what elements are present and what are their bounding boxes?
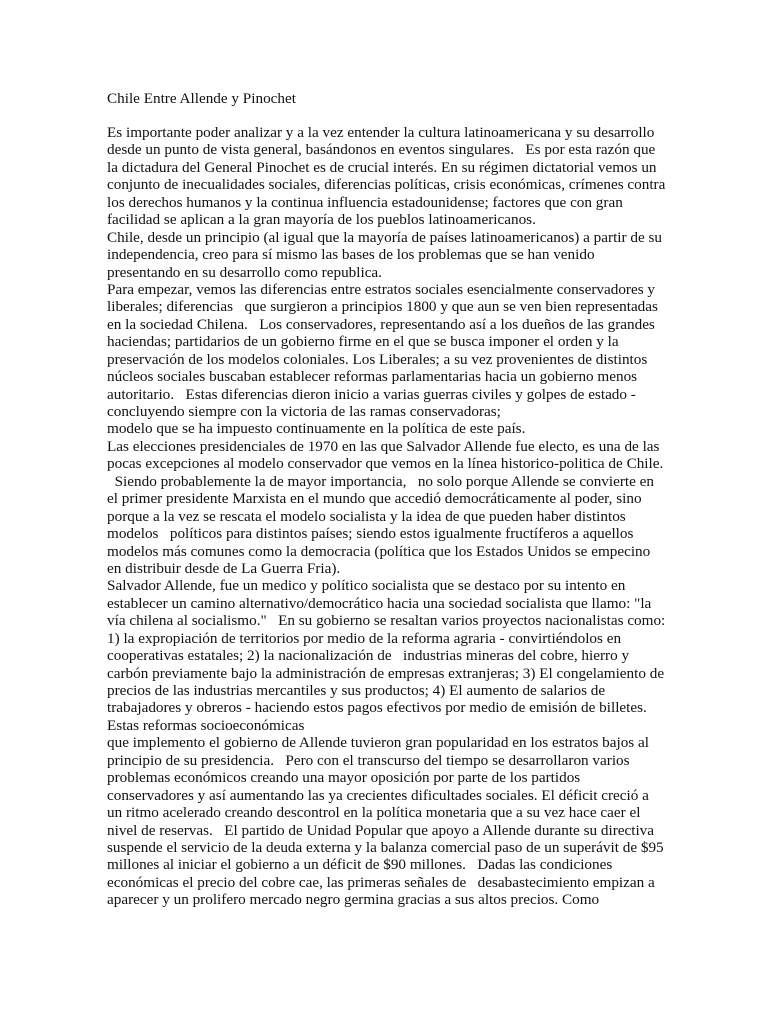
- text-line: facilidad se aplican a la gran mayoría de los pueblos latinoamericanos.: [107, 211, 536, 229]
- text-line: modelos más comunes como la democracia (política que los Estados Unidos se empecino: [107, 542, 651, 560]
- text-line: establecer un camino alternativo/democrático hacia una sociedad socialista que llamo: "la: [107, 594, 652, 612]
- text-line: económicas el precio del cobre cae, las primeras señales de desabastecimiento empizan a: [107, 873, 655, 891]
- text-line: Para empezar, vemos las diferencias entre estratos sociales esencialmente conservadores y: [107, 280, 656, 298]
- document-title: Chile Entre Allende y Pinochet: [107, 90, 296, 107]
- text-line: presentando en su desarrollo como republica.: [107, 263, 382, 281]
- text-line: Siendo probablemente la de mayor importancia, no solo porque Allende se convierte en: [107, 472, 655, 490]
- document-body: [107, 124, 665, 909]
- text-line: millones al iniciar el gobierno a un déficit de $90 millones. Dadas las condiciones: [107, 856, 613, 874]
- text-line: un ritmo acelerado creando descontrol en la política monetaria que a su vez hace caer el: [107, 804, 641, 822]
- text-line: conservadores y así aumentando las ya crecientes dificultades sociales. El déficit creció a: [107, 786, 649, 804]
- text-line: Es importante poder analizar y a la vez entender la cultura latinoamericana y su desarrollo: [107, 124, 655, 141]
- text-line: independencia, creo para sí mismo las bases de los problemas que se han venido: [107, 246, 595, 264]
- text-line: aparecer y un prolifero mercado negro germina gracias a sus altos precios. Como: [107, 891, 600, 909]
- text-line: que implemento el gobierno de Allende tuvieron gran popularidad en los estratos bajos al: [107, 734, 649, 752]
- text-line: principio de su presidencia. Pero con el transcurso del tiempo se desarrollaron varios: [107, 751, 630, 769]
- text-line: núcleos sociales buscaban establecer reformas parlamentarias hacia un gobierno menos: [107, 368, 638, 386]
- text-line: precios de las industrias mercantiles y sus productos; 4) El aumento de salarios de: [107, 682, 606, 699]
- text-line: haciendas; partidarios de un gobierno firme en el que se busca imponer el orden y la: [107, 333, 619, 351]
- text-line: Estas reformas socioeconómicas: [107, 716, 305, 734]
- text-line: preservación de los modelos coloniales. Los Liberales; a su vez provenientes de distintos: [107, 350, 648, 368]
- text-line: desde un punto de vista general, basándonos en eventos singulares. Es por esta razón que: [107, 141, 656, 159]
- text-line: concluyendo siempre con la victoria de las ramas conservadoras;: [107, 403, 501, 420]
- text-line: trabajadores y obreros - haciendo estos pagos efectivos por medio de emisión de billetes.: [107, 699, 647, 717]
- text-line: nivel de reservas. El partido de Unidad Popular que apoyo a Allende durante su directiva: [107, 821, 655, 839]
- text-line: problemas económicos creando una mayor oposición por parte de los partidos: [107, 769, 581, 787]
- text-line: conjunto de inecualidades sociales, diferencias políticas, crisis económicas, crímenes contra: [107, 176, 666, 194]
- text-line: carbón previamente bajo la administración de empresas extranjeras; 3) El congelamiento de: [107, 664, 665, 682]
- text-line: en distribuir desde de La Guerra Fria).: [107, 559, 341, 577]
- text-line: autoritario. Estas diferencias dieron inicio a varias guerras civiles y golpes de estado -: [107, 385, 636, 403]
- text-line: Chile, desde un principio (al igual que la mayoría de países latinoamericanos) a partir de su: [107, 228, 663, 246]
- text-line: pocas excepciones al modelo conservador que vemos en la línea historico-politica de Chile.: [107, 455, 664, 473]
- text-line: Salvador Allende, fue un medico y político socialista que se destaco por su intento en: [107, 577, 626, 595]
- text-line: suspende el servicio de la deuda externa y la balanza comercial paso de un superávit de $95: [107, 838, 664, 856]
- text-line: los derechos humanos y la continua influencia estadounidense; factores que con gran: [107, 193, 623, 211]
- text-line: vía chilena al socialismo." En su gobierno se resaltan varios proyectos nacionalistas como:: [107, 612, 666, 630]
- text-line: porque a la vez se rescata el modelo socialista y la idea de que pueden haber distintos: [107, 507, 626, 525]
- text-line: en la sociedad Chilena. Los conservadores, representando así a los dueños de las grandes: [107, 315, 655, 333]
- text-line: cooperativas estatales; 2) la nacionalización de industrias mineras del cobre, hierro y: [107, 647, 630, 665]
- text-line: modelos políticos para distintos países; siendo estos igualmente fructíferos a aquellos: [107, 525, 634, 543]
- text-line: la dictadura del General Pinochet es de crucial interés. En su régimen dictatorial vemos un: [107, 158, 657, 176]
- text-line: Las elecciones presidenciales de 1970 en las que Salvador Allende fue electo, es una de las: [107, 437, 660, 455]
- text-line: liberales; diferencias que surgieron a principios 1800 y que aun se ven bien representadas: [107, 298, 658, 316]
- text-line: modelo que se ha impuesto continuamente en la política de este país.: [107, 420, 526, 438]
- text-line: el primer presidente Marxista en el mundo que accedió democráticamente al poder, sino: [107, 490, 642, 508]
- text-line: 1) la expropiación de territorios por medio de la reforma agraria - convirtiéndolos en: [107, 629, 622, 647]
